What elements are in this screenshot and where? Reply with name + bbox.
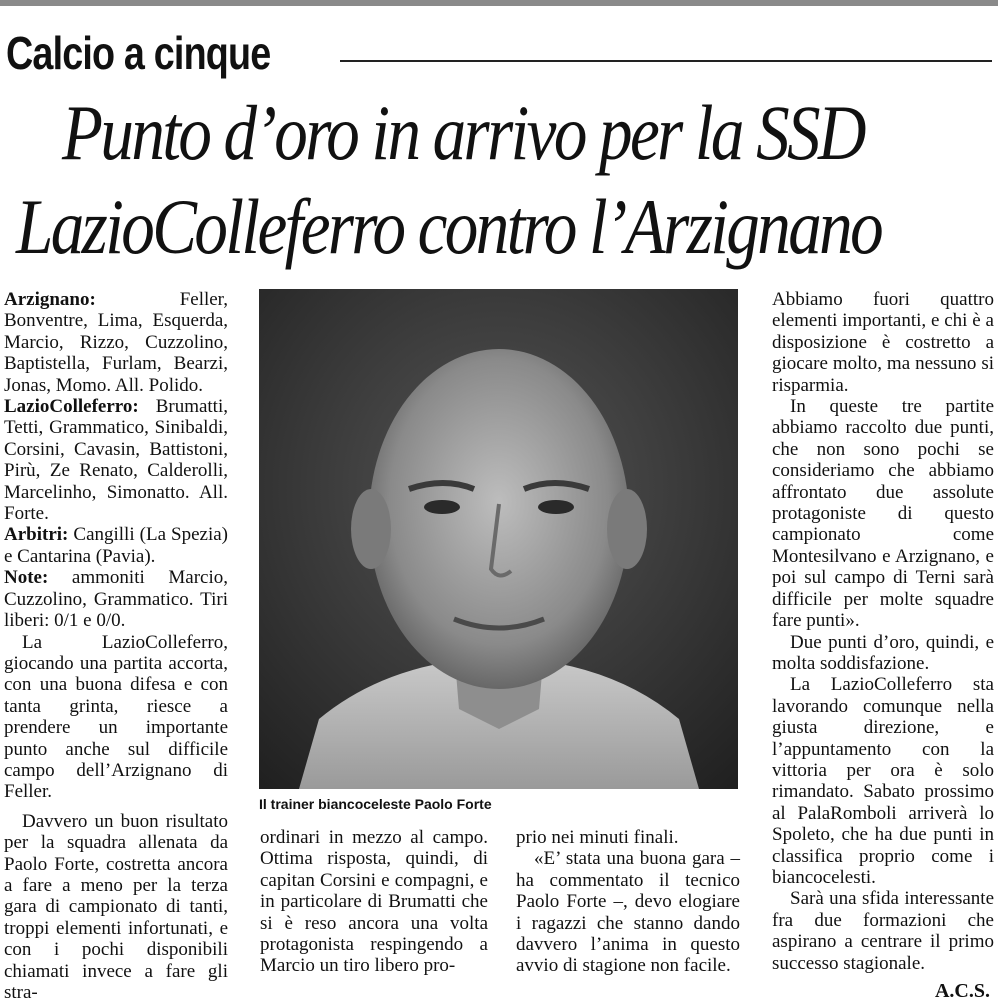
quote-paragraph: «E’ stata una buona gara – ha commentato il tecnico Paolo Forte –, devo elogiare i ragazzi che stanno dando davvero l’anima in questo avvio di stagione non facile. (516, 848, 740, 977)
headline-line-1: Punto d’oro in arrivo per la SSD (62, 89, 864, 176)
paragraph: La LazioColleferro sta lavorando comunque nella giusta direzione, e l’appuntamento con la vittoria per ora è solo rimandato. Sabato prossimo al PalaRomboli arriverà lo Spoleto, che ha due punti in classifica proprio come i biancocelesti. (772, 674, 994, 888)
photo-caption: Il trainer biancoceleste Paolo Forte (259, 796, 492, 812)
lineup-laziocolleferro: LazioColleferro: Brumatti, Tetti, Grammatico, Sinibaldi, Corsini, Cavasin, Battistoni, Pirù, Ze Renato, Calderolli, Marcelinho, Simonatto. All. Forte. (4, 396, 228, 525)
paragraph: prio nei minuti finali. (516, 827, 679, 848)
portrait-photo (259, 289, 738, 789)
paragraph: ordinari in mezzo al campo. Ottima risposta, quindi, di capitan Corsini e compagni, e in particolare di Brumatti che si è reso ancora una volta protagonista respingendo a Marcio un tiro libero pro- (260, 827, 488, 977)
referees: Arbitri: Cangilli (La Spezia) e Cantarina (Pavia). (4, 524, 228, 567)
paragraph: In queste tre partite abbiamo raccolto due punti, che non sono pochi se consideriamo che abbiamo affrontato due assolute protagoniste di questo campionato come Montesilvano e Arzignano, e poi sul campo di Terni sarà difficile per molte squadre fare punti». (772, 396, 994, 632)
article-column-4 (772, 289, 994, 974)
paragraph: Due punti d’oro, quindi, e molta soddisfazione. (772, 631, 994, 674)
headline-line-2: LazioColleferro contro l’Arzignano (16, 183, 882, 270)
article-column-3 (516, 827, 740, 977)
paragraph: Abbiamo fuori quattro elementi importanti, e chi è a disposizione è costretto a giocare molto, ma nessuno si risparmia. (772, 289, 994, 396)
paragraph: Davvero un buon risultato per la squadra allenata da Paolo Forte, costretta ancora a fare a meno per la terza gara di campionato di tanti, troppi elementi infortunati, e con i pochi disponibili chiamati invece a fare gli stra- (4, 810, 228, 1003)
section-rule (340, 60, 992, 62)
notes: Note: ammoniti Marcio, Cuzzolino, Grammatico. Tiri liberi: 0/1 e 0/0. (4, 567, 228, 632)
section-title: Calcio a cinque (6, 27, 271, 79)
article-column-2 (260, 827, 488, 977)
top-border (0, 0, 998, 6)
portrait-image (259, 289, 738, 789)
author-signature: A.C.S. (934, 980, 990, 1002)
article-column-1 (4, 289, 228, 1003)
lineup-arzignano: Arzignano: Feller, Bonventre, Lima, Esquerda, Marcio, Rizzo, Cuzzolino, Baptistella, Furlam, Bearzi, Jonas, Momo. All. Polido. (4, 289, 228, 396)
paragraph: La LazioColleferro, giocando una partita accorta, con una buona difesa e con tanta grinta, riesce a prendere un importante punto anche sul difficile campo dell’Arzignano di Feller. (4, 631, 228, 803)
paragraph: Sarà una sfida interessante fra due formazioni che aspirano a centrare il primo successo stagionale. (772, 888, 994, 974)
